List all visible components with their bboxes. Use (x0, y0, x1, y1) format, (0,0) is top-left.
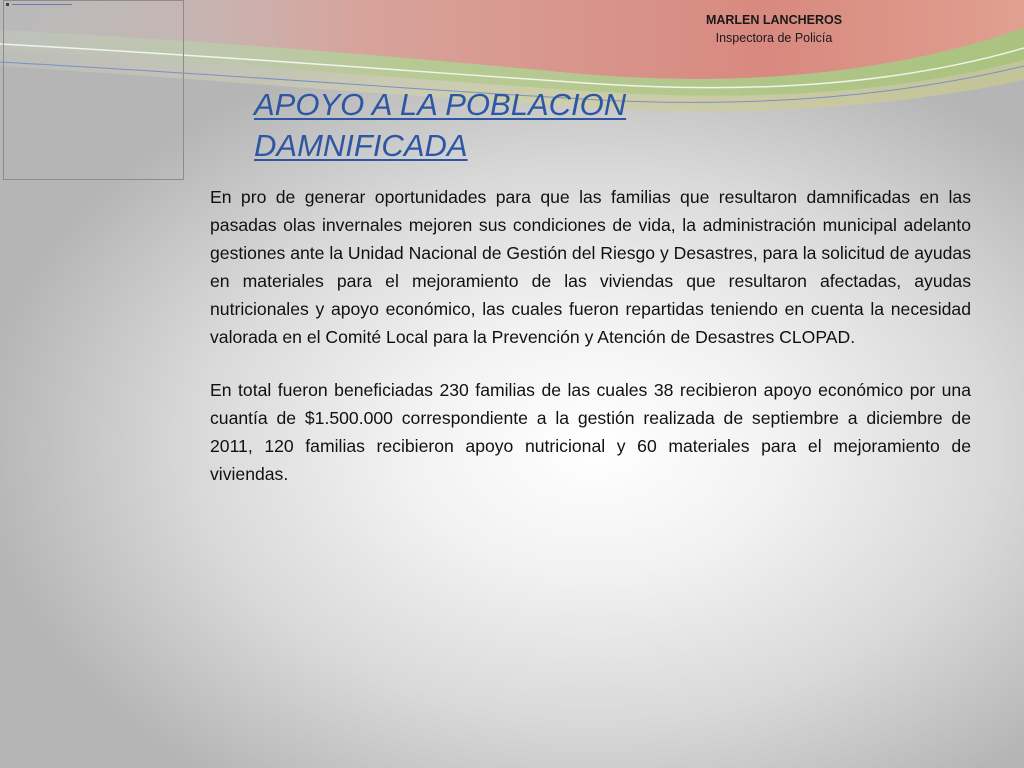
thumbnail-icon (6, 3, 9, 6)
thumbnail-line (12, 4, 72, 5)
author-name: MARLEN LANCHEROS (705, 13, 843, 27)
slide-body (210, 183, 971, 513)
slide-title (254, 84, 626, 166)
body-paragraph-1: En pro de generar oportunidades para que las familias que resultaron damnificadas en las pasadas olas invernales mejoren sus condiciones de vida, la administración municipal adelanto gestiones ante la Unidad Nacional de Gestión del Riesgo y Desastres, para la solicitud de ayudas en materiales para el mejoramiento de las viviendas que resultaron afectadas, ayudas nutricionales y apoyo económico, las cuales fueron repartidas teniendo en cuenta la necesidad valorada en el Comité Local para la Prevención y Atención de Desastres CLOPAD. (210, 187, 971, 347)
body-paragraph-2: En total fueron beneficiadas 230 familias de las cuales 38 recibieron apoyo económico por una cuantía de $1.500.000 correspondiente a la gestión realizada de septiembre a diciembre de 2011, 120 familias recibieron apoyo nutricional y 60 materiales para el mejoramiento de viviendas. (210, 380, 971, 484)
author-block (674, 11, 874, 47)
embedded-image-placeholder (3, 0, 184, 180)
slide-title-line-1: APOYO A LA POBLACION (254, 87, 627, 122)
slide-title-line-2: DAMNIFICADA (254, 128, 468, 163)
author-role: Inspectora de Policía (715, 31, 833, 45)
